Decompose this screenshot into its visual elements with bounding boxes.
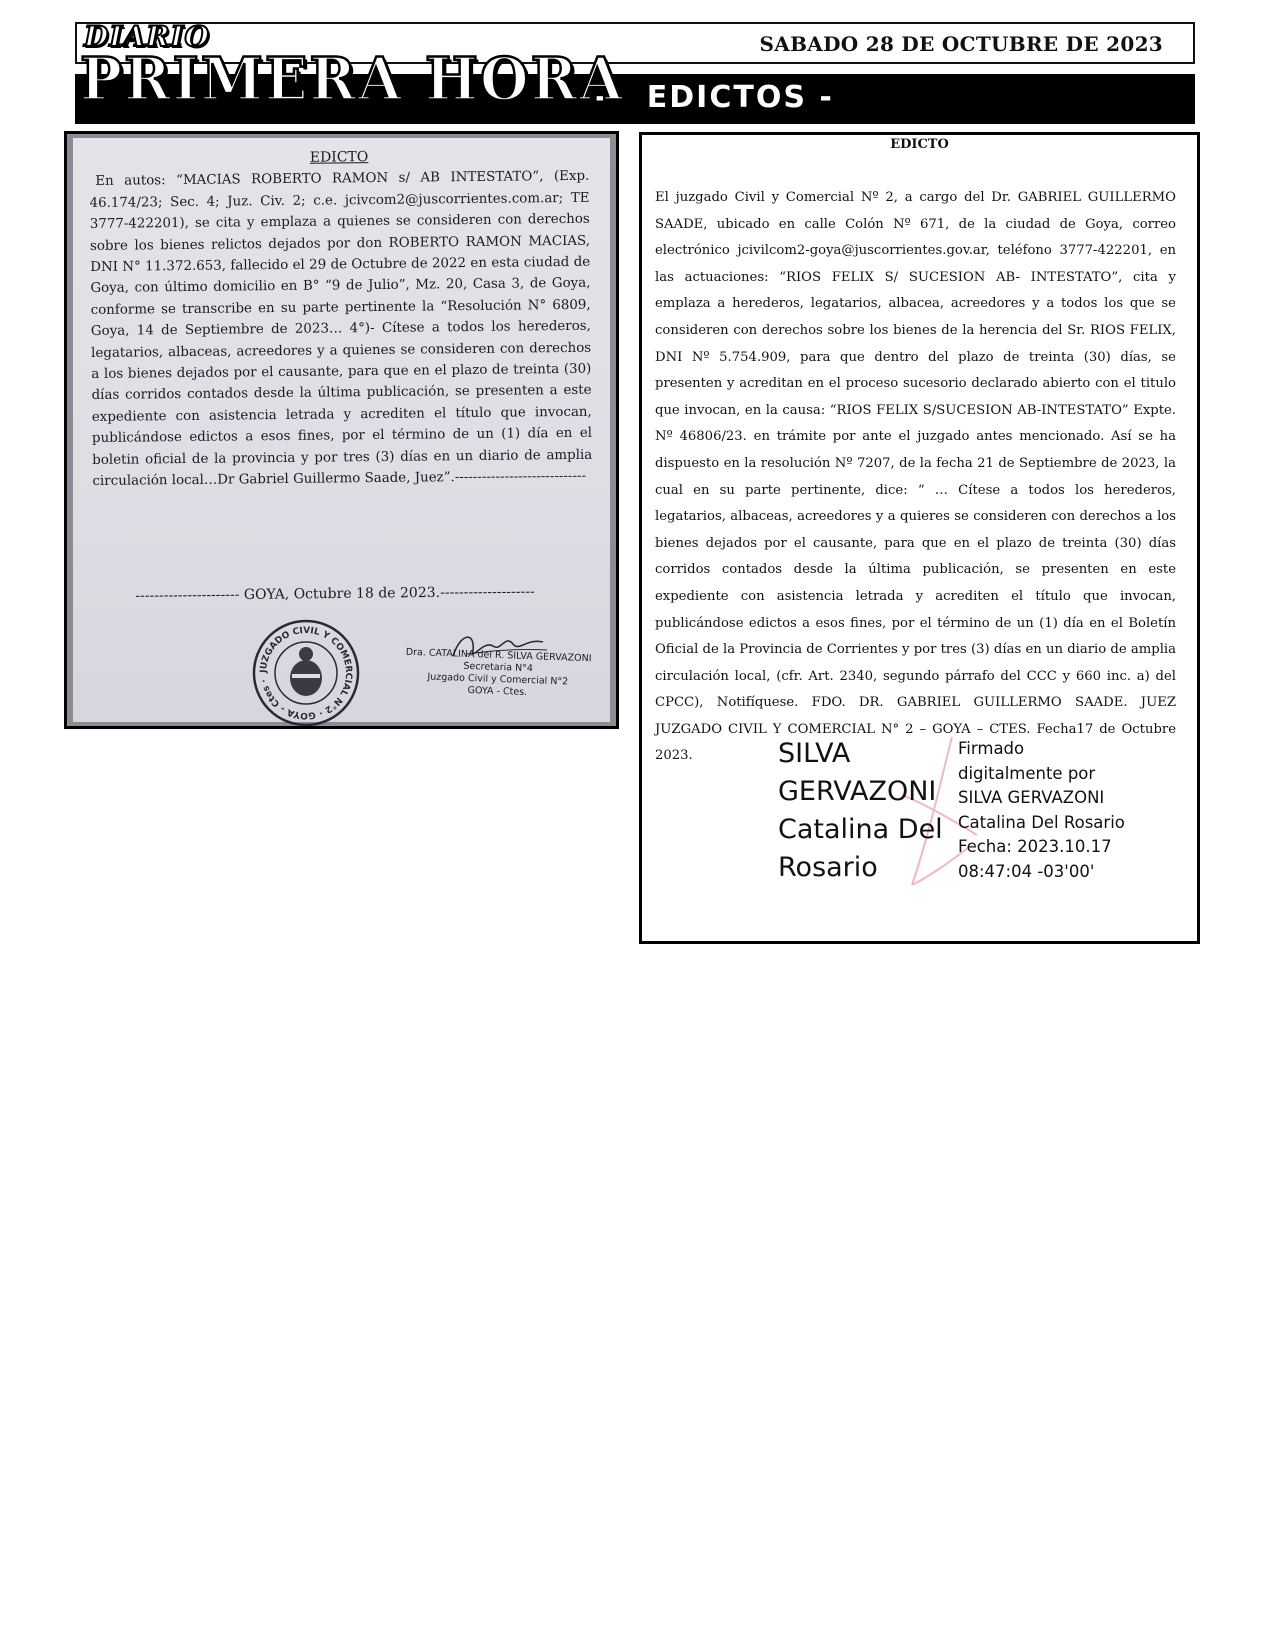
- signature-details: [958, 737, 1188, 884]
- signature-detail-line: Firmado: [958, 739, 1025, 758]
- typed-edict: [639, 132, 1200, 944]
- signature-detail-line: Fecha: 2023.10.17: [958, 837, 1112, 856]
- scanned-page: [73, 138, 610, 722]
- typed-edict-body: El juzgado Civil y Comercial Nº 2, a cargo del Dr. GABRIEL GUILLERMO SAADE, ubicado en calle Colón Nº 671, de la ciudad de Goya, correo electrónico jcivilcom2-goya@juscorrientes.gov.ar, teléfono 3777-422201, en las actuaciones: “RIOS FELIX S/ SUCESION AB- INTESTATO”, cita y emplaza a herederos, legatarios, albacea, acreedores y a todos los que se consideren con derechos sobre los bienes de la herencia del Sr. RIOS FELIX, DNI Nº 5.754.909, para que dentro del plazo de treinta (30) días, se presenten y acreditan en el proceso sucesorio declarado abierto con el titulo que invocan, en la causa: “RIOS FELIX S/SUCESION AB-INTESTATO” Expte. Nº 46806/23. en trámite por ante el juzgado antes mencionado. Así se ha dispuesto en la resolución Nº 7207, de la fecha 21 de Septiembre de 2023, la cual en su parte pertinente, dice: “ … Cítese a todos los herederos, legatarios, albaceas, acreedores y a quieres se consideren con derechos a los bienes dejados por el causante, para que en el plazo de treinta (30) días corridos contados desde la última publicación, se presenten en este expediente con asistencia letrada y acrediten el título que invocan, publicándose edictos a esos fines, por el término de un (1) día en el Boletín Oficial de la Provincia de Corrientes y por tres (3) días en un diario de amplia circulación local, (cfr. Art. 2340, segundo párrafo del CCC y 660 inc. a) del CPCC), Notifíquese. FDO. DR. GABRIEL GUILLERMO SAADE. JUEZ JUZGADO CIVIL Y COMERCIAL N° 2 – GOYA – CTES. Fecha17 de Octubre 2023.: [655, 190, 1176, 764]
- publication-date: SABADO 28 DE OCTUBRE DE 2023: [759, 32, 1163, 56]
- digital-signature: [772, 735, 1172, 905]
- scanned-edict-body: En autos: “MACIAS ROBERTO RAMON s/ AB INTESTATO”, (Exp. 46.174/23; Sec. 4; Juz. Civ. 2; c.e. jcivcom2@juscorrientes.com.ar; TE 3777-422201), se cita y emplaza a quienes se consideren con derechos sobre los bienes relictos dejados por don ROBERTO RAMON MACIAS, DNI N° 11.372.653, fallecido el 29 de Octubre de 2022 en esta ciudad de Goya, con último domicilio en B° “9 de Julio”, Mz. 20, Casa 3, de Goya, conforme se transcribe en su parte pertinente la “Resolución N° 6809, Goya, 14 de Septiembre de 2023… 4°)- Cítese a todos los herederos, legatarios, albaceas, acreedores y a quienes se consideren con derechos a los bienes dejados por el causante, para que en el plazo de treinta (30) días corridos contados desde la última publicación, se presenten a este expediente con asistencia letrada y acrediten el título que invocan, publicándose edictos a esos fines, por el término de un (1) día en el boletin oficial de la provincia y por tres (3) días en un diario de amplia circulación local…Dr Gabriel Guillermo Saade, Juez”.-----------------------------: [89, 169, 593, 490]
- scanned-edict-title: EDICTO: [309, 149, 369, 166]
- signer-court: Juzgado Civil y Comercial N°2: [427, 671, 569, 688]
- signer-role: Secretaria N°4: [463, 660, 534, 675]
- signature-name-line: SILVA: [778, 738, 851, 769]
- section-title: - EDICTOS -: [595, 80, 834, 115]
- signature-name: [778, 735, 958, 887]
- seal-text: JUZGADO CIVIL Y COMERCIAL N°2 · GOYA - Ctes ·: [258, 625, 354, 721]
- signature-detail-line: digitalmente por: [958, 763, 1096, 783]
- court-seal-icon: [251, 618, 361, 728]
- signer-name: Dra. CATALINA del R. SILVA GERVAZONI: [405, 646, 592, 665]
- signature-name-line: Rosario: [778, 852, 878, 883]
- signature-detail-line: 08:47:04 -03'00': [958, 861, 1095, 881]
- signature-detail-line: Catalina Del Rosario: [958, 812, 1125, 832]
- signature-name-line: Catalina Del: [778, 814, 943, 845]
- scanned-edict-text: [89, 145, 593, 493]
- signature-name-line: GERVAZONI: [778, 776, 937, 807]
- signature-detail-line: SILVA GERVAZONI: [958, 788, 1105, 807]
- logo-primera-hora: PRIMERA HORA: [80, 44, 625, 115]
- scanned-signature-block: [382, 646, 614, 702]
- typed-edict-title: EDICTO: [890, 137, 949, 152]
- scanned-edict-place-date: ---------------------- GOYA, Octubre 18 de 2023.--------------------: [135, 583, 535, 605]
- signer-city: GOYA - Ctes.: [467, 684, 528, 699]
- scanned-edict: [64, 131, 619, 729]
- logo-diario: DIARIO: [84, 20, 210, 53]
